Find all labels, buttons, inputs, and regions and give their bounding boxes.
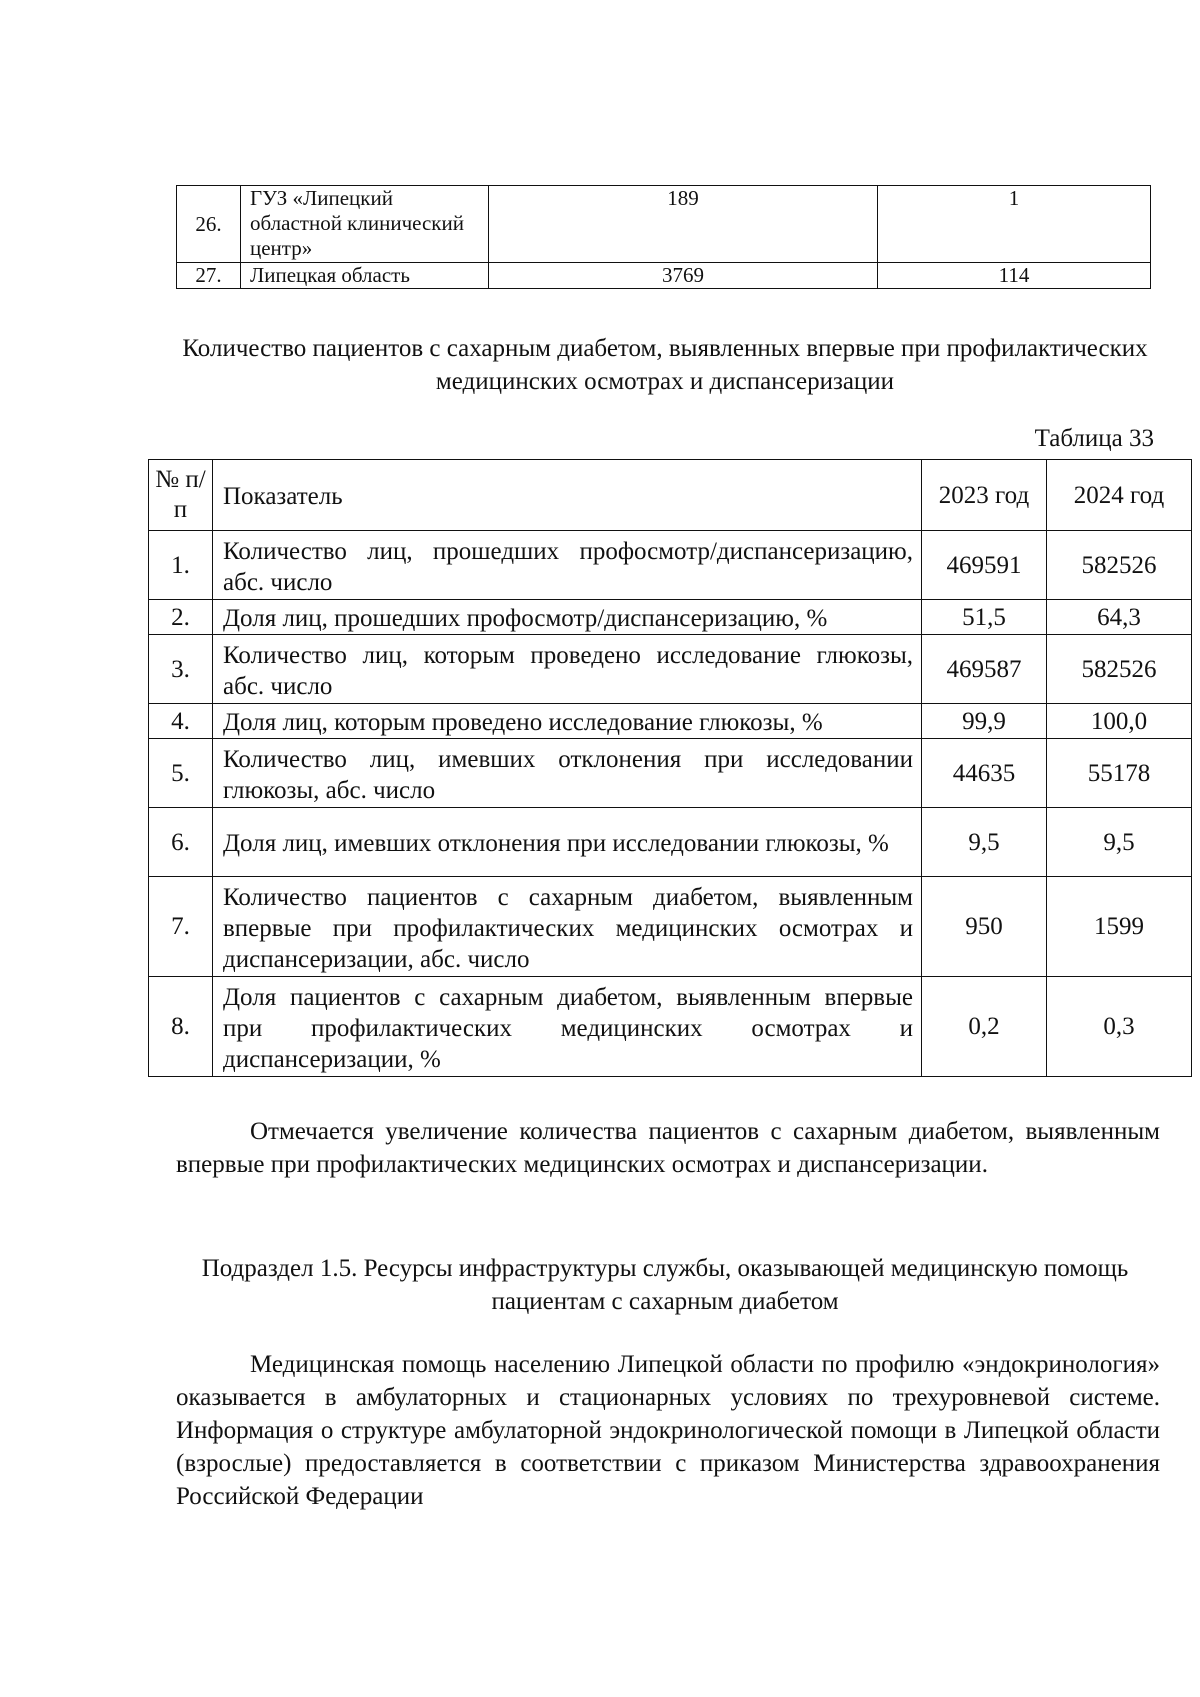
table-row bbox=[149, 704, 1192, 739]
indicator-text: Количество лиц, которым проведено исследование глюкозы, абс. число bbox=[213, 635, 922, 704]
row-number: 6. bbox=[149, 808, 213, 877]
indicator-text: Доля пациентов с сахарным диабетом, выявленным впервые при профилактических медицинских осмотрах и диспансеризации, % bbox=[213, 977, 922, 1077]
value-2023: 469587 bbox=[922, 635, 1047, 704]
table-row bbox=[149, 531, 1192, 600]
value-2024: 64,3 bbox=[1047, 600, 1192, 635]
table-row bbox=[149, 977, 1192, 1077]
subsection-title: Подраздел 1.5. Ресурсы инфраструктуры службы, оказывающей медицинскую помощь пациентам с сахарным диабетом bbox=[201, 1255, 1129, 1315]
value-cell: 114 bbox=[878, 263, 1151, 289]
table-label: Таблица 33 bbox=[1034, 425, 1154, 452]
value-2024: 582526 bbox=[1047, 635, 1192, 704]
continuation-table bbox=[176, 185, 1151, 289]
header-year-2023: 2023 год bbox=[922, 460, 1047, 531]
value-2024: 55178 bbox=[1047, 739, 1192, 808]
organization-name: Липецкая область bbox=[241, 263, 489, 289]
table-row bbox=[149, 635, 1192, 704]
organization-name: ГУЗ «Липецкий областной клинический центр» bbox=[241, 186, 489, 263]
row-number: 3. bbox=[149, 635, 213, 704]
header-year-2024: 2024 год bbox=[1047, 460, 1192, 531]
indicator-text: Доля лиц, которым проведено исследование глюкозы, % bbox=[213, 704, 922, 739]
value-2024: 0,3 bbox=[1047, 977, 1192, 1077]
value-2024: 9,5 bbox=[1047, 808, 1192, 877]
body-paragraph: Отмечается увеличение количества пациентов с сахарным диабетом, выявленным впервые при профилактических медицинских осмотрах и диспансеризации. bbox=[176, 1118, 1160, 1178]
value-2023: 44635 bbox=[922, 739, 1047, 808]
table-row bbox=[177, 263, 1151, 289]
row-number: 8. bbox=[149, 977, 213, 1077]
value-2024: 1599 bbox=[1047, 877, 1192, 977]
row-number: 1. bbox=[149, 531, 213, 600]
row-number: 26. bbox=[177, 186, 241, 263]
row-number: 5. bbox=[149, 739, 213, 808]
table-row bbox=[149, 600, 1192, 635]
value-2023: 469591 bbox=[922, 531, 1047, 600]
table-row bbox=[177, 186, 1151, 263]
table-header-row bbox=[149, 460, 1192, 531]
indicators-table bbox=[148, 459, 1192, 1077]
header-number: № п/п bbox=[149, 460, 213, 531]
header-indicator: Показатель bbox=[213, 460, 922, 531]
value-2024: 100,0 bbox=[1047, 704, 1192, 739]
table-row bbox=[149, 808, 1192, 877]
value-cell: 3769 bbox=[489, 263, 878, 289]
indicator-text: Количество пациентов с сахарным диабетом, выявленным впервые при профилактических медицинских осмотрах и диспансеризации, абс. число bbox=[213, 877, 922, 977]
table-row bbox=[149, 739, 1192, 808]
value-2023: 51,5 bbox=[922, 600, 1047, 635]
row-number: 2. bbox=[149, 600, 213, 635]
value-2023: 99,9 bbox=[922, 704, 1047, 739]
value-cell: 189 bbox=[489, 186, 878, 263]
section-title: Количество пациентов с сахарным диабетом, выявленных впервые при профилактических медицинских осмотрах и диспансеризации bbox=[182, 335, 1148, 395]
indicator-text: Доля лиц, имевших отклонения при исследовании глюкозы, % bbox=[213, 808, 922, 877]
table-row bbox=[149, 877, 1192, 977]
body-paragraph: Медицинская помощь населению Липецкой области по профилю «эндокринология» оказывается в амбулаторных и стационарных условиях по трехуровневой системе. Информация о структуре амбулаторной эндокринологической помощи в Липецкой области (взрослые) предоставляется в соответствии с приказом Министерства здравоохранения Российской Федерации bbox=[176, 1351, 1160, 1510]
value-cell: 1 bbox=[878, 186, 1151, 263]
row-number: 7. bbox=[149, 877, 213, 977]
value-2023: 0,2 bbox=[922, 977, 1047, 1077]
value-2024: 582526 bbox=[1047, 531, 1192, 600]
indicator-text: Количество лиц, имевших отклонения при исследовании глюкозы, абс. число bbox=[213, 739, 922, 808]
value-2023: 9,5 bbox=[922, 808, 1047, 877]
indicator-text: Количество лиц, прошедших профосмотр/диспансеризацию, абс. число bbox=[213, 531, 922, 600]
indicator-text: Доля лиц, прошедших профосмотр/диспансеризацию, % bbox=[213, 600, 922, 635]
row-number: 4. bbox=[149, 704, 213, 739]
row-number: 27. bbox=[177, 263, 241, 289]
value-2023: 950 bbox=[922, 877, 1047, 977]
